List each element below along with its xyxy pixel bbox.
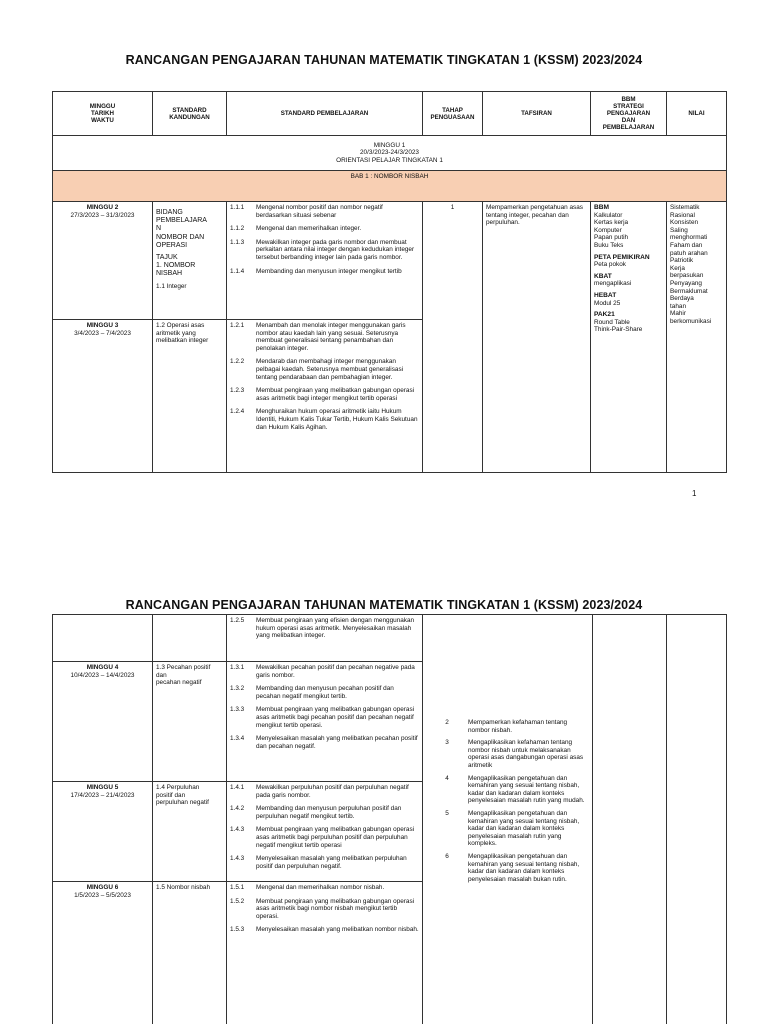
- sp-item: 1.4.3 Membuat pengiraan yang melibatkan gabungan operasi asas aritmetik bagi perpuluhan positif dan perpuluhan negatif mengikut tertib operasi: [230, 826, 415, 849]
- sp-item: 1.3.3 Membuat pengiraan yang melibatkan gabungan operasi asas aritmetik bagi pecahan positif dan pecahan negatif mengikut tertib operasi.: [230, 706, 415, 729]
- bbm-heading: BBM: [594, 204, 610, 211]
- week-label: MINGGU 4: [86, 664, 119, 671]
- sp-item: 1.5.3 Menyelesaikan masalah yang melibatkan nombor nisbah.: [230, 926, 419, 934]
- sp-cell-week5: [227, 782, 423, 882]
- sp-item: 1.1.1 Mengenal nombor positif dan nombor negatif berdasarkan situasi sebenar: [230, 204, 383, 219]
- sp-cell-week3: [227, 320, 423, 473]
- header-standard-pembelajaran: STANDARD PEMBELAJARAN: [227, 92, 423, 136]
- sp-item: 1.3.2 Membanding dan menyusun pecahan positif dan pecahan negatif mengikut tertib.: [230, 685, 394, 700]
- bbm-cell: BBM Kalkulator Kertas kerja Komputer Papan putih Buku Teks PETA PEMIKIRAN Peta pokok KBAT mengaplikasi HEBAT Modul 25 PAK21 Round Table Think-Pair-Share: [591, 202, 667, 473]
- sp-item: 1.2.3 Membuat pengiraan yang melibatkan gabungan operasi asas aritmetik bagi integer mengikut tertib operasi: [230, 387, 415, 402]
- sp-item: 1.4.1 Mewakilkan perpuluhan positif dan perpuluhan negatif pada garis nombor.: [230, 784, 409, 799]
- sp-item: 1.2.2 Mendarab dan membahagi integer menggunakan pelbagai kaedah. Seterusnya membuat generalisasi tentang pendarabaan dan pembahagian integer.: [230, 358, 404, 381]
- week-label: MINGGU 3: [86, 322, 119, 329]
- sp-item: 1.3.1 Mewakilkan pecahan positif dan pecahan negative pada garis nombor.: [230, 664, 415, 679]
- sp-item: 1.5.1 Mengenal dan memerihalkan nombor nisbah.: [230, 884, 385, 891]
- tafsiran-cell: Mempamerkan pengetahuan asas tentang integer, pecahan dan perpuluhan.: [483, 202, 591, 473]
- page-number: 1: [692, 489, 697, 498]
- header-tahap-penguasaan: TAHAP PENGUASAAN: [423, 92, 483, 136]
- sk-cell-week3: 1.2 Operasi asas aritmetik yang melibatkan integer: [153, 320, 227, 473]
- week3-cell: [53, 320, 153, 473]
- week6-cell: [53, 882, 153, 1024]
- week-label: MINGGU 2: [86, 204, 119, 211]
- empty-nilai-cell: [667, 615, 727, 1024]
- week-label: MINGGU 5: [86, 784, 119, 791]
- sk-cell-week4: 1.3 Pecahan positif dan pecahan negatif: [153, 662, 227, 782]
- week-date: 1/5/2023 – 5/5/2023: [74, 891, 131, 899]
- sp-cell-cont: [227, 615, 423, 662]
- sp-item: 1.1.2 Mengenal dan memerihalkan integer.: [230, 225, 362, 233]
- sk-sub: 1.1 Integer: [156, 282, 187, 290]
- week2-row: [53, 202, 727, 320]
- empty-bbm-cell: [593, 615, 667, 1024]
- week4-cell: [53, 662, 153, 782]
- tp-tafsiran-cell: [423, 615, 593, 1024]
- sk-cell-week2: [153, 202, 227, 320]
- sp-item: 1.4.3 Menyelesaikan masalah yang melibatkan perpuluhan positif dan perpuluhan negatif.: [230, 855, 407, 870]
- minggu1-row: [53, 136, 727, 171]
- tahap-cell: 1: [423, 202, 483, 473]
- week-date: 10/4/2023 – 14/4/2023: [70, 671, 135, 679]
- header-nilai: NILAI: [667, 92, 727, 136]
- sk-bidang: BIDANG PEMBELAJARA N NOMBOR DAN OPERASI: [156, 209, 207, 249]
- page-title-2: RANCANGAN PENGAJARAN TAHUNAN MATEMATIK TINGKATAN 1 (KSSM) 2023/2024: [125, 598, 643, 612]
- sp-item: 1.2.1 Menambah dan menolak integer menggunakan garis nombor atau kaedah lain yang sesuai. Seterusnya membuat generalisasi tentang penambahan dan penolakan integer.: [230, 322, 406, 352]
- peta-heading: PETA PEMIKIRAN: [594, 253, 650, 261]
- page-title: RANCANGAN PENGAJARAN TAHUNAN MATEMATIK TINGKATAN 1 (KSSM) 2023/2024: [125, 53, 643, 67]
- rpt-table-page1: [52, 91, 727, 473]
- week5-cell: [53, 782, 153, 882]
- empty-week-cell: [53, 615, 153, 662]
- rpt-table-page2: [52, 614, 727, 1024]
- sp-item: 1.2.4 Menghuraikan hukum operasi aritmetik iaitu Hukum Identiti, Hukum Kalis Tukar Tertib, Hukum Kalis Sekutuan dan Hukum Kalis Agihan.: [230, 408, 418, 431]
- cont-row: [53, 615, 727, 662]
- sk-cell-week5: 1.4 Perpuluhan positif dan perpuluhan negatif: [153, 782, 227, 882]
- hebat-heading: HEBAT: [594, 291, 617, 299]
- tp-item: 5 Mengaplikasikan pengetahuan dan kemahiran yang sesuai tentang nisbah, kadar dan kadaran dalam konteks penyelesaian masalah rutin yang kompleks.: [445, 809, 580, 848]
- tp-item: 3 Mengaplikasikan kefahaman tentang nombor nisbah untuk melaksanakan operasi asas dangabungan operasi asas aritmetik: [445, 739, 584, 769]
- sp-item: 1.1.3 Mewakilkan integer pada garis nombor dan membuat perkaitan antara nilai integer dengan kedudukan integer tersebut berbanding integer lain pada garis nombor.: [230, 238, 415, 261]
- week2-cell: [53, 202, 153, 320]
- week-date: 3/4/2023 – 7/4/2023: [74, 329, 131, 337]
- week-label: MINGGU 6: [86, 884, 119, 891]
- nilai-cell: Sistematik Rasional Konsisten Saling menghormati Faham dan patuh arahan Patriotik Kerja berpasukan Penyayang Bermaklumat Berdaya tahan Mahir berkomunikasi: [667, 202, 727, 473]
- week-date: 27/3/2023 – 31/3/2023: [70, 211, 135, 219]
- sp-item: 1.1.4 Membanding dan menyusun integer mengikut tertib: [230, 267, 402, 275]
- sk-tajuk: TAJUK 1. NOMBOR NISBAH: [156, 254, 196, 278]
- header-tafsiran: TAFSIRAN: [483, 92, 591, 136]
- empty-sk-cell: [153, 615, 227, 662]
- pak21-heading: PAK21: [594, 311, 615, 319]
- sp-item: 1.3.4 Menyelesaikan masalah yang melibatkan pecahan positif dan pecahan negatif.: [230, 735, 418, 750]
- sp-cell-week2: [227, 202, 423, 320]
- bab-row: [53, 171, 727, 202]
- header-row: [53, 92, 727, 136]
- header-standard-kandungan: STANDARD KANDUNGAN: [153, 92, 227, 136]
- tp-item: 6 Mengaplikasikan pengetahuan dan kemahiran yang sesuai tentang nisbah, kadar dan kadaran dalam konteks penyelesaian masalah bukan rutin.: [445, 852, 580, 883]
- sk-cell-week6: 1.5 Nombor nisbah: [153, 882, 227, 1024]
- kbat-heading: KBAT: [594, 272, 612, 280]
- tp-item: 2 Mempamerkan kefahaman tentang nombor nisbah.: [445, 719, 568, 734]
- bab-heading: BAB 1 : NOMBOR NISBAH: [53, 171, 727, 202]
- sp-item: 1.4.2 Membanding dan menyusun perpuluhan positif dan perpuluhan negatif mengikut tertib.: [230, 805, 402, 820]
- week-date: 17/4/2023 – 21/4/2023: [70, 791, 135, 799]
- sp-cell-week4: [227, 662, 423, 782]
- sp-item: 1.5.2 Membuat pengiraan yang melibatkan gabungan operasi asas aritmetik bagi nombor nisbah mengikut tertib operasi.: [230, 897, 415, 920]
- sp-item: 1.2.5 Membuat pengiraan yang efisien dengan menggunakan hukum operasi asas aritmetik. Menyelesaikan masalah yang melibatkan integer.: [230, 617, 415, 640]
- minggu1-cell: MINGGU 1 20/3/2023-24/3/2023 ORIENTASI PELAJAR TINGKATAN 1: [53, 136, 727, 171]
- header-bbm: BBM STRATEGI PENGAJARAN DAN PEMBELAJARAN: [591, 92, 667, 136]
- header-minggu: MINGGU TARIKH WAKTU: [53, 92, 153, 136]
- sp-cell-week6: [227, 882, 423, 1024]
- tp-item: 4 Mengaplikasikan pengetahuan dan kemahiran yang sesuai tentang nisbah, kadar dan kadaran dalam konteks penyelesaian masalah rutin yang mudah.: [445, 774, 585, 805]
